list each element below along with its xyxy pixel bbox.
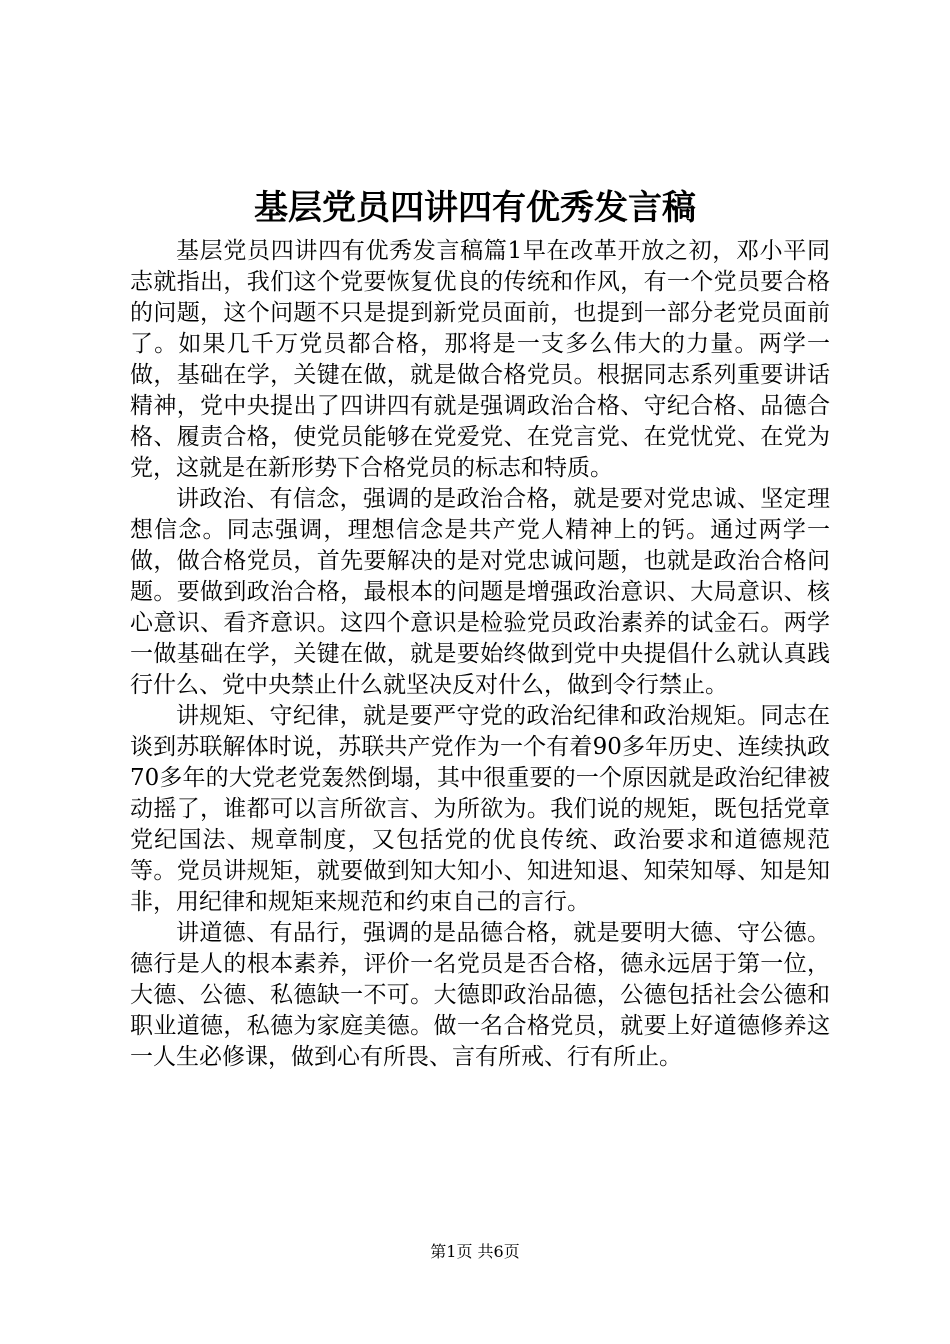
paragraph-3: 讲规矩、守纪律，就是要严守党的政治纪律和政治规矩。同志在谈到苏联解体时说，苏联共产党作为一个有着90多年历史、连续执政70多年的大党老党轰然倒塌，其中很重要的一个原因就是政治纪律被动摇了，谁都可以言所欲言、为所欲为。我们说的规矩，既包括党章党纪国法、规章制度，又包括党的优良传统、政治要求和道德规范等。党员讲规矩，就要做到知大知小、知进知退、知荣知辱、知是知非，用纪律和规矩来规范和约束自己的言行。 — [130, 703, 830, 915]
document-body — [130, 236, 830, 1073]
paragraph-2: 讲政治、有信念，强调的是政治合格，就是要对党忠诚、坚定理想信念。同志强调，理想信念是共产党人精神上的钙。通过两学一做，做合格党员，首先要解决的是对党忠诚问题，也就是政治合格问题。要做到政治合格，最根本的问题是增强政治意识、大局意识、核心意识、看齐意识。这四个意识是检验党员政治素养的试金石。两学一做基础在学，关键在做，就是要始终做到党中央提倡什么就认真践行什么、党中央禁止什么就坚决反对什么，做到令行禁止。 — [130, 486, 830, 698]
paragraph-1: 基层党员四讲四有优秀发言稿篇1早在改革开放之初，邓小平同志就指出，我们这个党要恢复优良的传统和作风，有一个党员要合格的问题，这个问题不只是提到新党员面前，也提到一部分老党员面前了。如果几千万党员都合格，那将是一支多么伟大的力量。两学一做，基础在学，关键在做，就是做合格党员。根据同志系列重要讲话精神，党中央提出了四讲四有就是强调政治合格、守纪合格、品德合格、履责合格，使党员能够在党爱党、在党言党、在党忧党、在党为党，这就是在新形势下合格党员的标志和特质。 — [130, 238, 830, 481]
page-title: 基层党员四讲四有优秀发言稿 — [254, 188, 696, 228]
page-footer: 第1页 共6页 — [430, 1242, 520, 1261]
paragraph-4: 讲道德、有品行，强调的是品德合格，就是要明大德、守公德。德行是人的根本素养，评价一名党员是否合格，德永远居于第一位，大德、公德、私德缺一不可。大德即政治品德，公德包括社会公德和职业道德，私德为家庭美德。做一名合格党员，就要上好道德修养这一人生必修课，做到心有所畏、言有所戒、行有所止。 — [130, 920, 830, 1070]
